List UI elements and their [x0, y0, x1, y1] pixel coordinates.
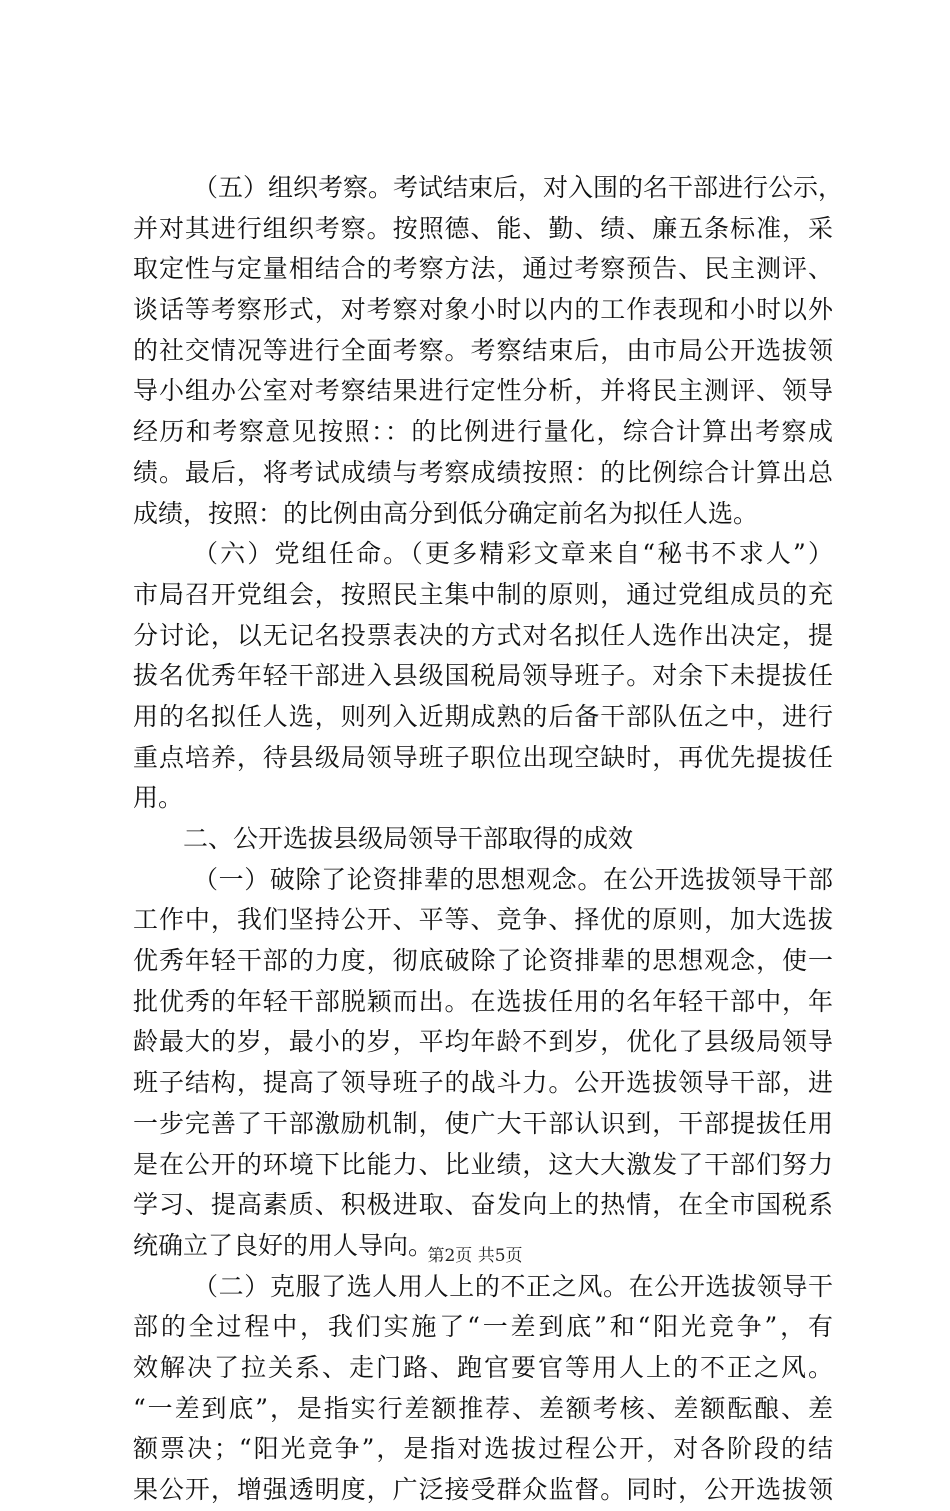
text-line: 学习、提高素质、积极进取、奋发向上的热情，在全市国税系 — [133, 1190, 833, 1220]
text-line: 用。 — [133, 783, 184, 813]
text-line: （五）组织考察。考试结束后，对入围的名干部进行公示， — [193, 173, 844, 202]
text-line: 部的全过程中，我们实施了“一差到底”和“阳光竞争”，有 — [133, 1312, 833, 1342]
text-line: 的社交情况等进行全面考察。考察结束后，由市局公开选拔领 — [133, 335, 833, 365]
document-body — [133, 168, 844, 1511]
text-line: 一步完善了干部激励机制，使广大干部认识到，干部提拔任用 — [133, 1108, 833, 1138]
text-line: 班子结构，提高了领导班子的战斗力。公开选拔领导干部，进 — [133, 1068, 833, 1098]
text-line: 绩。最后，将考试成绩与考察成绩按照：的比例综合计算出总 — [133, 457, 833, 487]
text-line: 批优秀的年轻干部脱颖而出。在选拔任用的名年轻干部中，年 — [133, 986, 833, 1016]
text-line: 拔名优秀年轻干部进入县级国税局领导班子。对余下未提拔任 — [133, 661, 833, 691]
text-line: （二）克服了选人用人上的不正之风。在公开选拔领导干 — [193, 1271, 833, 1301]
text-line: 果公开，增强透明度，广泛接受群众监督。同时，公开选拔领 — [133, 1475, 833, 1504]
text-line: 成绩，按照：的比例由高分到低分确定前名为拟任人选。 — [133, 498, 759, 528]
text-line: 统确立了良好的用人导向。 — [133, 1230, 434, 1260]
text-line: 效解决了拉关系、走门路、跑官要官等用人上的不正之风。 — [133, 1352, 833, 1382]
text-line: 优秀年轻干部的力度，彻底破除了论资排辈的思想观念，使一 — [133, 946, 833, 976]
text-line: 龄最大的岁，最小的岁，平均年龄不到岁，优化了县级局领导 — [133, 1027, 833, 1057]
text-line: 分讨论，以无记名投票表决的方式对名拟任人选作出决定，提 — [133, 620, 833, 650]
section-heading: 二、公开选拔县级局领导干部取得的成效 — [183, 824, 634, 853]
text-line: 经历和考察意见按照：：的比例进行量化，综合计算出考察成 — [133, 417, 833, 447]
text-line: “一差到底”，是指实行差额推荐、差额考核、差额酝酿、差 — [133, 1393, 833, 1423]
text-line: 取定性与定量相结合的考察方法，通过考察预告、民主测评、 — [133, 254, 833, 284]
text-line: （六）党组任命。（更多精彩文章来自“秘书不求人”） — [193, 539, 833, 569]
text-line: 并对其进行组织考察。按照德、能、勤、绩、廉五条标准，采 — [133, 213, 833, 243]
text-line: 工作中，我们坚持公开、平等、竞争、择优的原则，加大选拔 — [133, 905, 833, 935]
text-line: （一）破除了论资排辈的思想观念。在公开选拔领导干部 — [193, 864, 833, 894]
text-line: 市局召开党组会，按照民主集中制的原则，通过党组成员的充 — [133, 579, 833, 609]
text-line: 是在公开的环境下比能力、比业绩，这大大激发了干部们努力 — [133, 1149, 833, 1179]
text-line: 导小组办公室对考察结果进行定性分析，并将民主测评、领导 — [133, 376, 833, 406]
text-line: 额票决；“阳光竞争”，是指对选拔过程公开，对各阶段的结 — [133, 1434, 833, 1464]
text-line: 谈话等考察形式，对考察对象小时以内的工作表现和小时以外 — [133, 295, 833, 325]
page-footer: 第2页 共5页 — [427, 1246, 523, 1266]
text-line: 重点培养，待县级局领导班子职位出现空缺时，再优先提拔任 — [133, 742, 833, 772]
text-line: 用的名拟任人选，则列入近期成熟的后备干部队伍之中，进行 — [133, 701, 833, 731]
